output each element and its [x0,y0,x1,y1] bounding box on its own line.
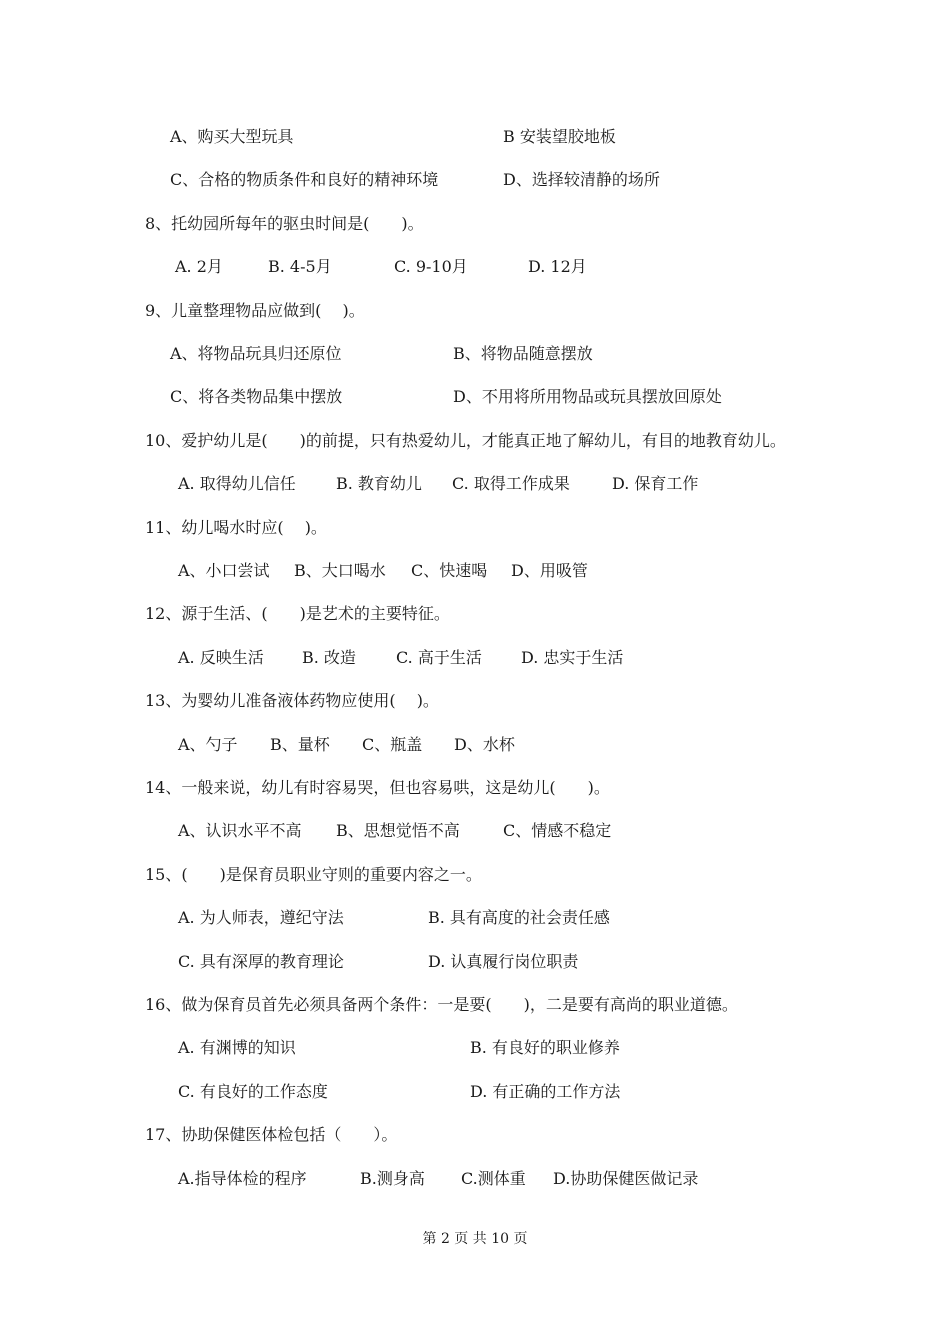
answer-option: B、大口喝水 [294,561,386,580]
question-stem: 9、儿童整理物品应做到( )。 [145,300,365,320]
question-stem: 12、源于生活、( )是艺术的主要特征。 [145,604,450,624]
answer-option: D. 忠实于生活 [521,647,624,667]
answer-option: B.测身高 [360,1168,425,1188]
answer-option: A、勺子 [178,734,238,754]
question-stem: 14、一般来说，幼儿有时容易哭，但也容易哄，这是幼儿( )。 [145,778,610,797]
answer-option: C、将各类物品集中摆放 [170,387,343,407]
answer-option: A. 为人师表，遵纪守法 [178,908,344,928]
answer-option: C、快速喝 [411,561,488,580]
answer-option: B、量杯 [270,734,330,754]
answer-option: C、合格的物质条件和良好的精神环境 [170,170,439,190]
answer-option: D、不用将所用物品或玩具摆放回原处 [453,387,722,407]
answer-option: D. 认真履行岗位职责 [428,951,579,971]
answer-option: A.指导体检的程序 [178,1168,307,1188]
question-stem: 15、( )是保育员职业守则的重要内容之一。 [145,864,482,884]
question-stem: 16、做为保育员首先必须具备两个条件：一是要( )，二是要有高尚的职业道德。 [145,995,738,1014]
answer-option: B. 改造 [302,647,356,667]
answer-option: D. 保育工作 [612,474,699,494]
answer-option: C、瓶盖 [362,734,423,754]
answer-option: D. 有正确的工作方法 [470,1081,621,1101]
answer-option: A. 2月 [175,257,223,277]
answer-option: A、认识水平不高 [178,821,302,841]
answer-option: B. 4-5月 [268,257,332,277]
answer-option: C. 有良好的工作态度 [178,1081,328,1101]
answer-option: C.测体重 [461,1168,526,1188]
question-stem: 8、托幼园所每年的驱虫时间是( )。 [145,213,424,233]
answer-option: A、购买大型玩具 [170,127,294,146]
answer-option: D.协助保健医做记录 [553,1168,699,1188]
answer-option: B. 有良好的职业修养 [470,1038,620,1058]
answer-option: C、情感不稳定 [503,821,612,841]
answer-option: D、用吸管 [511,561,588,580]
answer-option: A. 有渊博的知识 [178,1038,296,1058]
answer-option: B、将物品随意摆放 [453,344,593,363]
answer-option: A、将物品玩具归还原位 [170,344,342,363]
question-stem: 11、幼儿喝水时应( )。 [145,517,327,537]
answer-option: B、思想觉悟不高 [336,821,460,841]
question-stem: 10、爱护幼儿是( )的前提，只有热爱幼儿，才能真正地了解幼儿，有目的地教育幼儿。 [145,430,786,450]
answer-option: C. 取得工作成果 [452,474,570,494]
answer-option: C. 高于生活 [396,647,482,667]
answer-option: D、水杯 [454,734,515,754]
answer-option: C. 9-10月 [394,257,468,277]
answer-option: B 安装望胶地板 [503,127,616,146]
answer-option: D、选择较清静的场所 [503,170,660,190]
answer-option: B. 具有高度的社会责任感 [428,908,610,928]
question-stem: 17、协助保健医体检包括（ ）。 [145,1125,398,1145]
answer-option: A、小口尝试 [178,561,270,580]
answer-option: A. 取得幼儿信任 [178,474,296,494]
question-stem: 13、为婴幼儿准备液体药物应使用( )。 [145,691,439,711]
answer-option: D. 12月 [528,257,587,277]
answer-option: A. 反映生活 [178,647,264,667]
answer-option: B. 教育幼儿 [336,474,422,494]
answer-option: C. 具有深厚的教育理论 [178,951,344,971]
page-footer: 第 2 页 共 10 页 [422,1231,528,1247]
